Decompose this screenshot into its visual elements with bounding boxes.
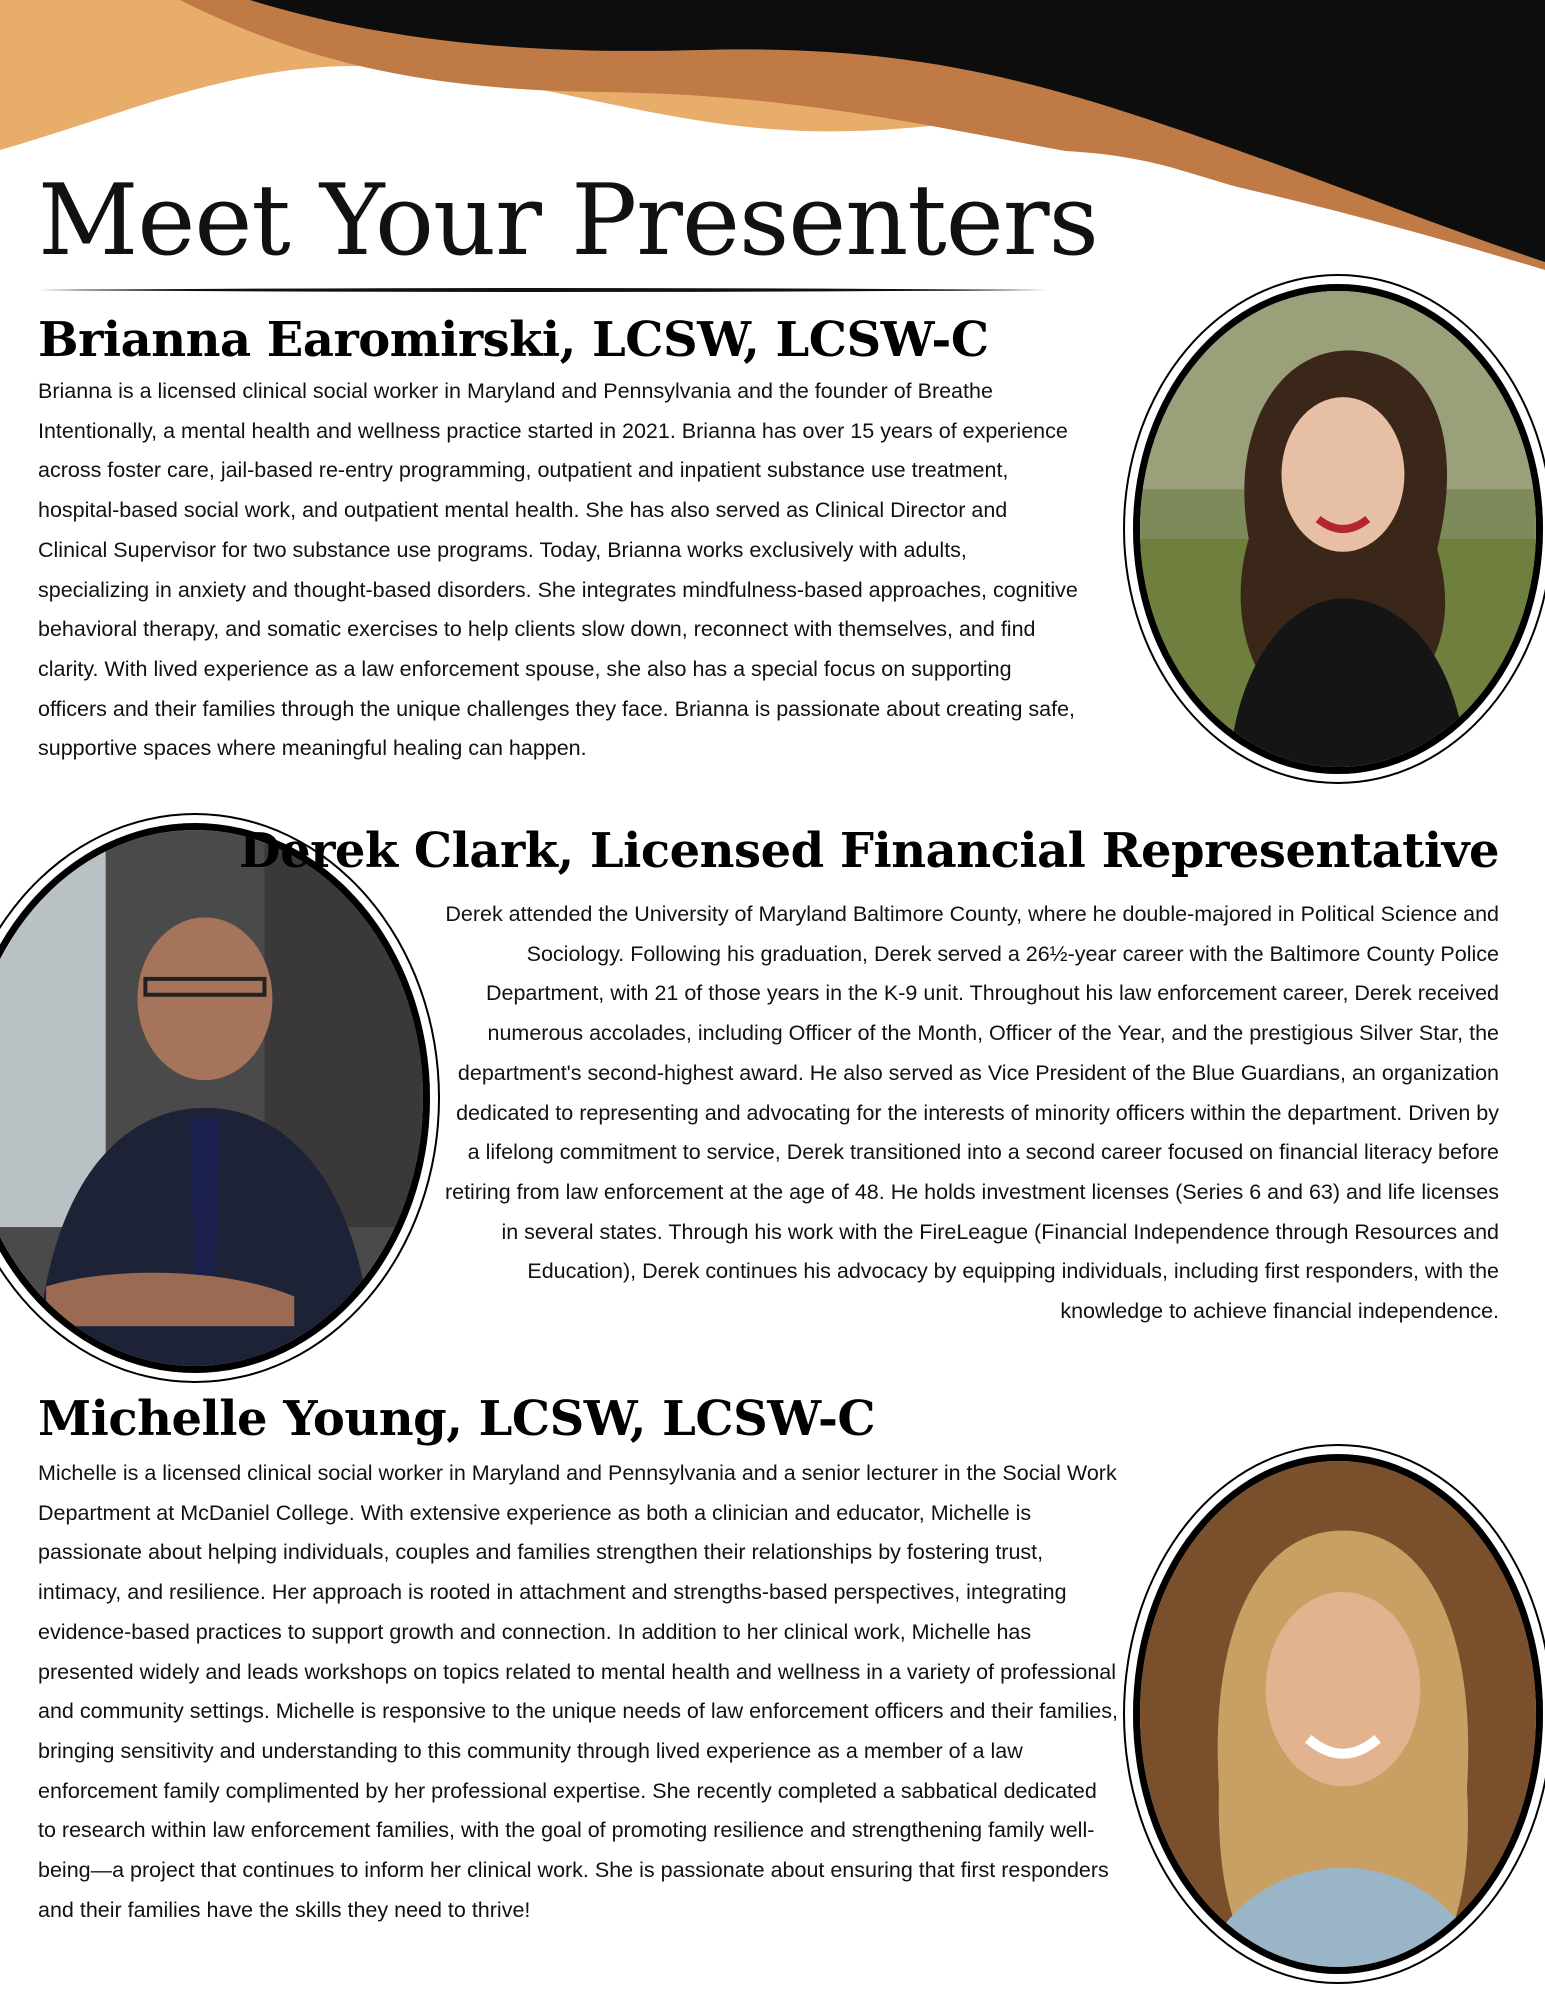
- presenter-name: Michelle Young, LCSW, LCSW-C: [38, 1391, 876, 1447]
- presenter-photo: [1133, 1454, 1543, 1974]
- title-divider: [38, 286, 1048, 294]
- presenter-bio: Brianna is a licensed clinical social worker in Maryland and Pennsylvania and the founder of Breathe Intentionally, a mental health and wellness practice started in 2021. Brianna has over 15 years of experience across foster care, jail-based re-entry programming, outpatient and inpatient substance use treatment, hospital-based social work, and outpatient mental health. She has also served as Clinical Director and Clinical Supervisor for two substance use programs. Today, Brianna works exclusively with adults, specializing in anxiety and thought-based disorders. She integrates mindfulness-based approaches, cognitive behavioral therapy, and somatic exercises to help clients slow down, reconnect with themselves, and find clarity. With lived experience as a law enforcement spouse, she also has a special focus on supporting officers and their families through the unique challenges they face. Brianna is passionate about creating safe, supportive spaces where meaningful healing can happen.: [38, 379, 1078, 761]
- presenter-bio: Derek attended the University of Maryland Baltimore County, where he double-majored in Political Science and Sociology. Following his graduation, Derek served a 26½-year career with the Baltimore County Police Department, with 21 of those years in the K-9 unit. Throughout his law enforcement career, Derek received numerous accolades, including Officer of the Month, Officer of the Year, and the prestigious Silver Star, the department's second-highest award. He also served as Vice President of the Blue Guardians, an organization dedicated to representing and advocating for the interests of minority officers within the department. Driven by a lifelong commitment to service, Derek transitioned into a second career focused on financial literacy before retiring from law enforcement at the age of 48. He holds investment licenses (Series 6 and 63) and life licenses in several states. Through his work with the FireLeague (Financial Independence through Resources and Education), Derek continues his advocacy by equipping individuals, including first responders, with the knowledge to achieve financial independence.: [444, 902, 1499, 1324]
- page-title: Meet Your Presenters: [38, 164, 1098, 278]
- presenter-name: Brianna Earomirski, LCSW, LCSW-C: [38, 312, 989, 368]
- presenter-photo: [1133, 284, 1543, 774]
- presenter-bio: Michelle is a licensed clinical social worker in Maryland and Pennsylvania and a senior lecturer in the Social Work Department at McDaniel College. With extensive experience as both a clinician and educator, Michelle is passionate about helping individuals, couples and families strengthen their relationships by fostering trust, intimacy, and resilience. Her approach is rooted in attachment and strengths-based perspectives, integrating evidence-based practices to support growth and connection. In addition to her clinical work, Michelle has presented widely and leads workshops on topics related to mental health and wellness in a variety of professional and community settings. Michelle is responsive to the unique needs of law enforcement officers and their families, bringing sensitivity and understanding to this community through lived experience as a member of a law enforcement family complimented by her professional expertise. She recently completed a sabbatical dedicated to research within law enforcement families, with the goal of promoting resilience and strengthening family well-being—a project that continues to inform her clinical work. She is passionate about ensuring that first responders and their families have the skills they need to thrive!: [38, 1461, 1118, 1922]
- presenter-photo: [0, 823, 430, 1373]
- presenter-name: Derek Clark, Licensed Financial Representative: [238, 823, 1499, 879]
